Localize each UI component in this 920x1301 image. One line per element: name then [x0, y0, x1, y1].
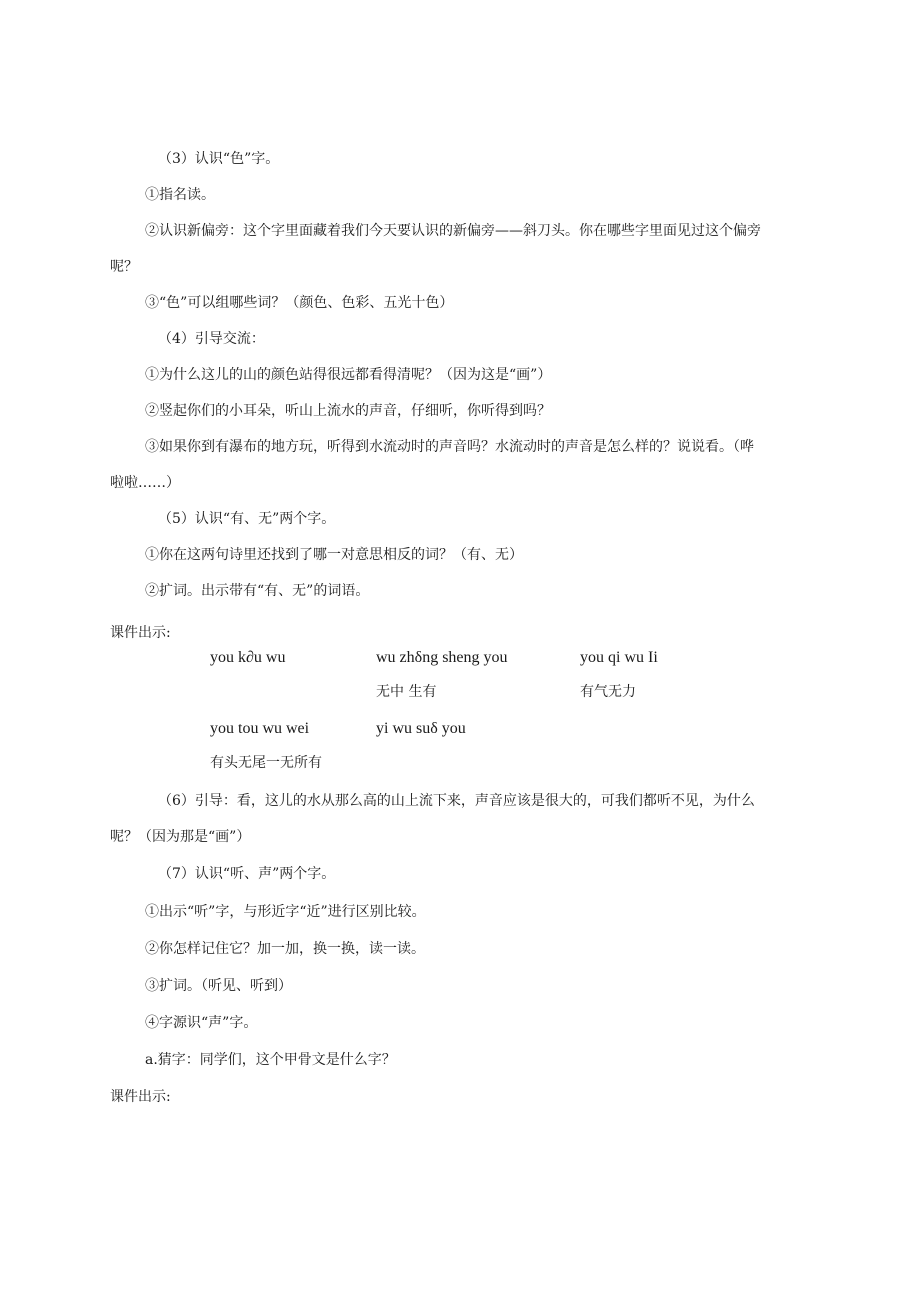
section-4-item-1: ①为什么这儿的山的颜色站得很远都看得清呢？（因为这是“画”） [145, 367, 552, 383]
courseware-label: 课件出示: [110, 625, 171, 641]
section-3-item-2-line-2: 呢？ [110, 259, 138, 275]
section-4-item-3-line-2: 啦啦……） [110, 475, 180, 491]
section-7-item-2: ②你怎样记住它？加一加，换一换，读一读。 [145, 941, 425, 957]
section-4-item-2: ②竖起你们的小耳朵，听山上流水的声音，仔细听，你听得到吗？ [145, 403, 551, 419]
section-5-item-2: ②扩词。出示带有“有、无”的词语。 [145, 583, 370, 599]
section-7-item-1: ①出示“听”字，与形近字“近”进行区别比较。 [145, 904, 426, 920]
courseware-label: 课件出示: [110, 1089, 171, 1105]
section-7-item-4a: a.猜字：同学们，这个甲骨文是什么字？ [145, 1052, 396, 1068]
word-pinyin: you qi wu Ii [580, 649, 658, 666]
section-7-heading: （7）认识“听、声”两个字。 [158, 866, 336, 882]
section-7-item-4: ④字源识“声”字。 [145, 1015, 258, 1031]
section-4-item-3-line-1: ③如果你到有瀑布的地方玩，听得到水流动时的声音吗？水流动时的声音是怎么样的？说说看。（哗 [145, 439, 754, 455]
word-pinyin: wu zhδng sheng you [376, 649, 508, 666]
section-3-heading: （3）认识“色”字。 [158, 151, 280, 167]
word-hanzi: 有气无力 [580, 684, 636, 700]
section-3-item-2-line-1: ②认识新偏旁：这个字里面藏着我们今天要认识的新偏旁——斜刀头。你在哪些字里面见过这个偏旁 [145, 223, 761, 239]
section-7-item-3: ③扩词。（听见、听到） [145, 978, 292, 994]
word-hanzi: 无中 生有 [376, 684, 437, 700]
word-pinyin: you tou wu wei [210, 720, 310, 737]
section-6-line-1: （6）引导：看，这儿的水从那么高的山上流下来，声音应该是很大的，可我们都听不见，为什么 [158, 793, 755, 809]
section-5-item-1: ①你在这两句诗里还找到了哪一对意思相反的词？（有、无） [145, 547, 523, 563]
word-pinyin: you k∂u wu [210, 649, 286, 666]
section-5-heading: （5）认识“有、无”两个字。 [158, 511, 336, 527]
section-6-line-2: 呢？（因为那是“画”） [110, 829, 251, 845]
section-3-item-1: ①指名读。 [145, 187, 215, 203]
word-pinyin: yi wu suδ you [376, 720, 466, 737]
word-hanzi: 有头无尾一无所有 [210, 755, 322, 771]
section-4-heading: （4）引导交流： [158, 331, 265, 347]
section-3-item-3: ③“色”可以组哪些词？（颜色、色彩、五光十色） [145, 295, 454, 311]
